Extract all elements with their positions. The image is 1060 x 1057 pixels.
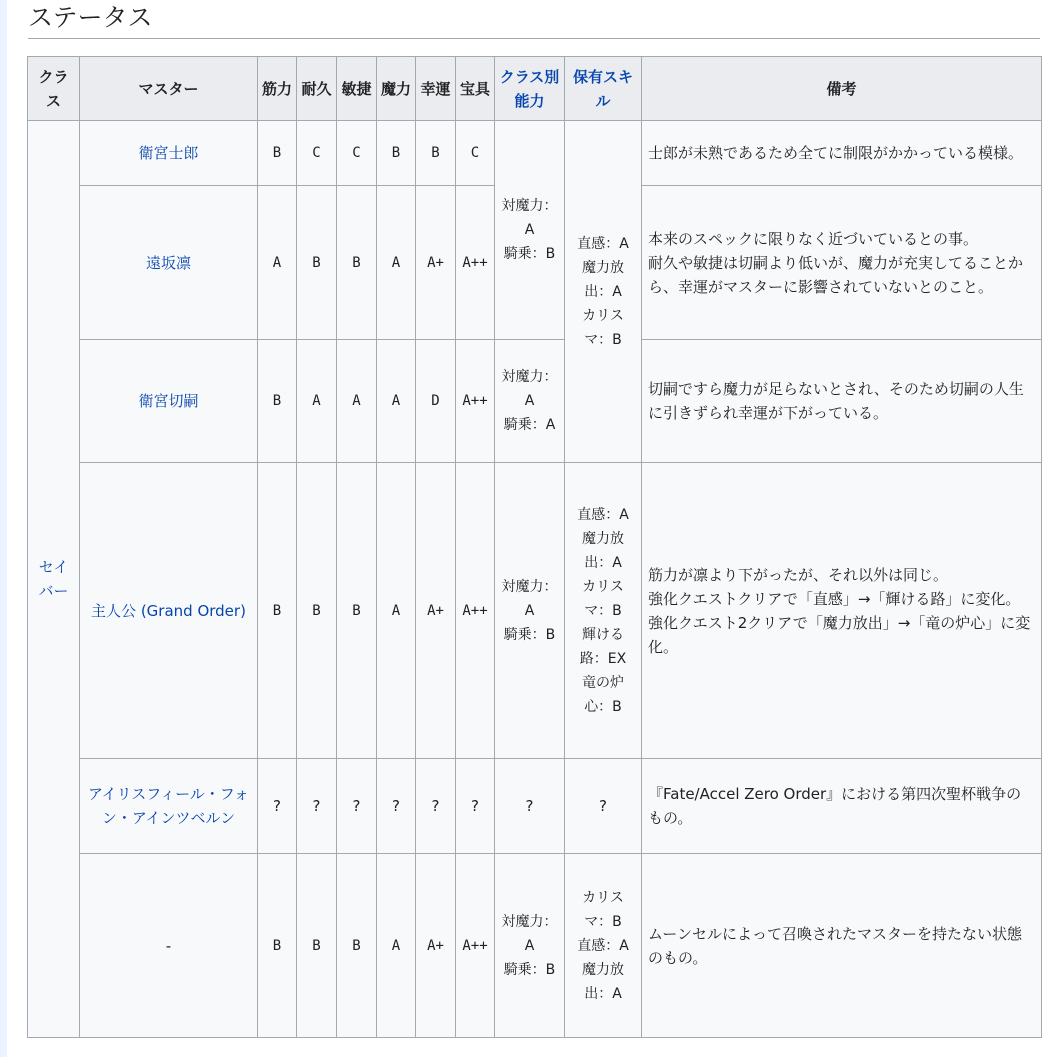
stat-cell: ? — [416, 759, 456, 854]
class-skills-cell: 対魔力：A 騎乗：B — [495, 463, 565, 759]
note-cell: 本来のスペックに限りなく近づいているとの事。 耐久や敏捷は切嗣より低いが、魔力が充実してることから、幸運がマスターに影響されていないとのこと。 — [642, 186, 1042, 340]
stat-cell: ? — [337, 759, 377, 854]
stat-cell: A++ — [456, 854, 495, 1038]
stat-cell: A — [377, 854, 416, 1038]
section-title: ステータス — [28, 0, 1040, 39]
note-cell: 士郎が未熟であるため全てに制限がかかっている模様。 — [642, 121, 1042, 186]
stat-cell: B — [258, 854, 297, 1038]
stat-cell: A+ — [416, 854, 456, 1038]
table-row — [28, 340, 1042, 463]
note-cell: ムーンセルによって召喚されたマスターを持たない状態のもの。 — [642, 854, 1042, 1038]
stat-cell: A — [377, 186, 416, 340]
stat-cell: B — [337, 854, 377, 1038]
stat-cell: A++ — [456, 186, 495, 340]
header-master: マスター — [80, 57, 258, 121]
stat-cell: B — [416, 121, 456, 186]
stat-cell: B — [337, 186, 377, 340]
stat-cell: A+ — [416, 463, 456, 759]
note-cell: 筋力が凛より下がったが、それ以外は同じ。 強化クエストクリアで「直感」→「輝ける路」に変化。 強化クエスト2クリアで「魔力放出」→「竜の炉心」に変化。 — [642, 463, 1042, 759]
stat-cell: B — [258, 340, 297, 463]
class-cell — [28, 121, 80, 1038]
class-link-saber[interactable]: セイバー — [38, 558, 69, 600]
table-row — [28, 121, 1042, 186]
left-accent-bar — [0, 0, 7, 1057]
header-np: 宝具 — [456, 57, 495, 121]
stat-cell: A++ — [456, 340, 495, 463]
master-link[interactable]: アイリスフィール・フォン・アインツベルン — [87, 785, 250, 827]
stat-cell: A — [297, 340, 337, 463]
stat-cell: ? — [297, 759, 337, 854]
header-class: クラス — [28, 57, 80, 121]
stat-cell: A — [377, 340, 416, 463]
stat-cell: A — [258, 186, 297, 340]
owned-skills-cell: 直感：A 魔力放出：A カリスマ：B 輝ける路：EX 竜の炉心：B — [565, 463, 642, 759]
stat-cell: A++ — [456, 463, 495, 759]
table-row — [28, 854, 1042, 1038]
stat-cell: C — [456, 121, 495, 186]
class-skills-cell: 対魔力：A 騎乗：B — [495, 121, 565, 340]
stat-cell: A — [377, 463, 416, 759]
status-table — [27, 56, 1042, 1038]
stat-cell: B — [377, 121, 416, 186]
owned-skills-cell: ? — [565, 759, 642, 854]
header-mag: 魔力 — [377, 57, 416, 121]
header-agi: 敏捷 — [337, 57, 377, 121]
master-cell: - — [80, 854, 258, 1038]
note-cell: 切嗣ですら魔力が足らないとされ、そのため切嗣の人生に引きずられ幸運が下がっている。 — [642, 340, 1042, 463]
stat-cell: B — [297, 463, 337, 759]
header-row — [28, 57, 1042, 121]
owned-skills-link[interactable]: 保有スキル — [572, 67, 633, 110]
stat-cell: B — [258, 121, 297, 186]
stat-cell: A — [337, 340, 377, 463]
stat-cell: A+ — [416, 186, 456, 340]
header-str: 筋力 — [258, 57, 297, 121]
master-link[interactable]: 衛宮士郎 — [138, 144, 199, 162]
master-link[interactable]: 遠坂凛 — [145, 253, 191, 272]
class-skills-link[interactable]: クラス別能力 — [499, 67, 560, 110]
stat-cell: B — [297, 186, 337, 340]
stat-cell: ? — [258, 759, 297, 854]
class-skills-cell: 対魔力：A 騎乗：A — [495, 340, 565, 463]
stat-cell: ? — [377, 759, 416, 854]
owned-skills-cell: 直感：A 魔力放出：A カリスマ：B — [565, 121, 642, 463]
stat-cell: ? — [456, 759, 495, 854]
stat-cell: B — [258, 463, 297, 759]
class-skills-cell: ? — [495, 759, 565, 854]
header-luk: 幸運 — [416, 57, 456, 121]
class-skills-cell: 対魔力：A 騎乗：B — [495, 854, 565, 1038]
header-notes: 備考 — [642, 57, 1042, 121]
owned-skills-cell: カリスマ：B 直感：A 魔力放出：A — [565, 854, 642, 1038]
master-link[interactable]: 主人公 (Grand Order) — [91, 601, 246, 620]
stat-cell: C — [337, 121, 377, 186]
note-cell: 『Fate/Accel Zero Order』における第四次聖杯戦争のもの。 — [642, 759, 1042, 854]
master-link[interactable]: 衛宮切嗣 — [138, 392, 199, 410]
stat-cell: D — [416, 340, 456, 463]
header-end: 耐久 — [297, 57, 337, 121]
stat-cell: C — [297, 121, 337, 186]
table-row — [28, 463, 1042, 759]
stat-cell: B — [297, 854, 337, 1038]
stat-cell: B — [337, 463, 377, 759]
table-row — [28, 759, 1042, 854]
